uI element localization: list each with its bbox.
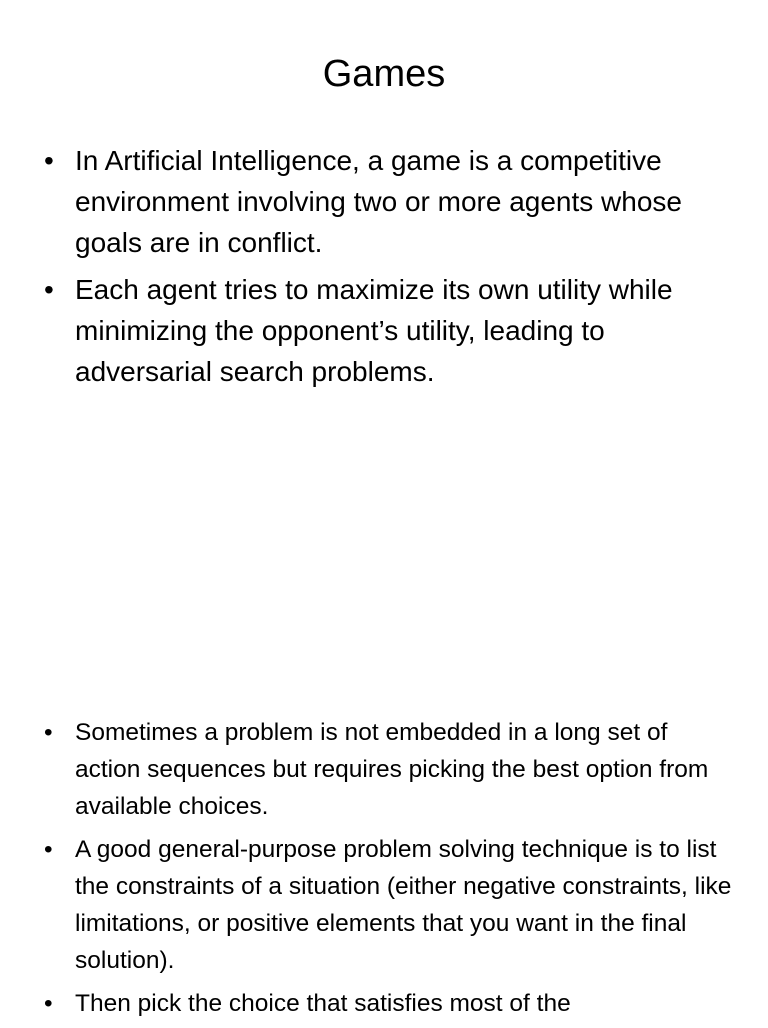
bullet-list-bottom — [44, 714, 734, 1028]
list-item — [44, 140, 734, 263]
page-title: Games — [322, 53, 446, 95]
bullet-dot: • — [44, 990, 53, 1017]
bullet-text: Each agent tries to maximize its own utility while minimizing the opponent’s utility, leading to adversarial search problems. — [75, 274, 673, 387]
bullet-dot: • — [44, 719, 53, 746]
bullet-text: Sometimes a problem is not embedded in a long set of action sequences but requires picking the best option from available choices. — [75, 719, 709, 820]
bullet-text: Then pick the choice that satisfies most of the — [75, 990, 571, 1017]
list-item — [44, 985, 734, 1022]
bullet-text: In Artificial Intelligence, a game is a competitive environment involving two or more agents whose goals are in conflict. — [75, 145, 682, 258]
list-item — [44, 831, 734, 979]
list-item — [44, 714, 734, 825]
bullet-dot: • — [44, 274, 54, 305]
bullet-text: A good general-purpose problem solving technique is to list the constraints of a situation (either negative constraints, like limitations, or positive elements that you want in the final solution). — [75, 836, 732, 974]
bullet-dot: • — [44, 145, 54, 176]
bullet-dot: • — [44, 836, 53, 863]
list-item — [44, 269, 734, 392]
bullet-list-top — [44, 140, 734, 398]
